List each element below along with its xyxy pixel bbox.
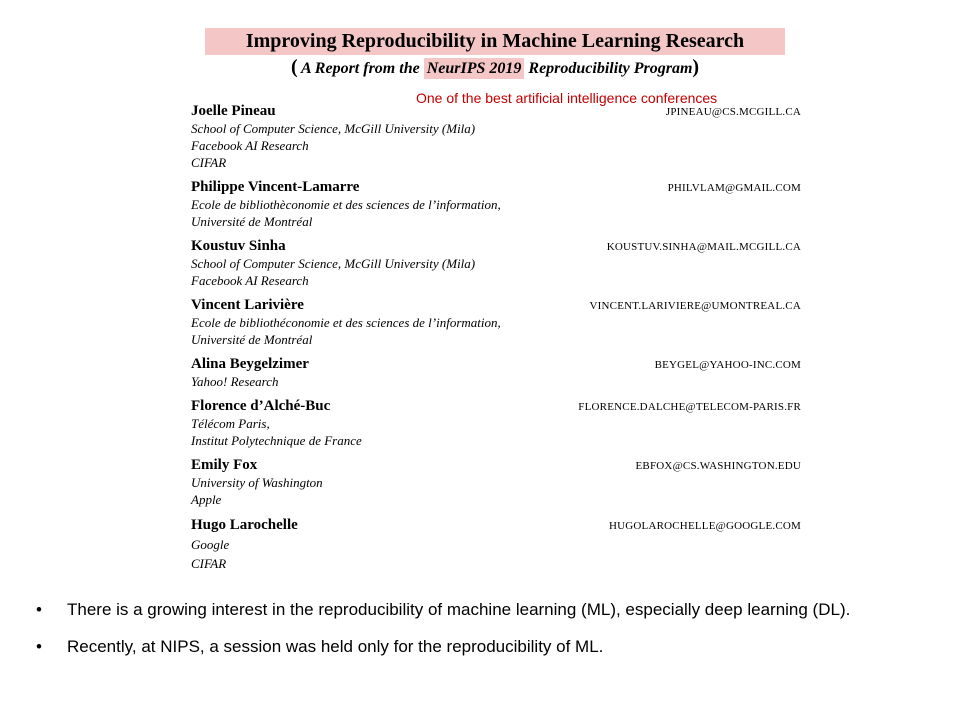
author-block <box>191 238 801 289</box>
subtitle-text-before: A Report from the <box>301 60 420 77</box>
bullet-text: There is a growing interest in the reproducibility of machine learning (ML), especially deep learning (DL). <box>67 600 851 619</box>
author-affiliation: Ecole de bibliothéconomie et des sciences de l’information, <box>191 315 501 330</box>
author-block <box>191 517 801 572</box>
author-name: Koustuv Sinha <box>191 238 286 254</box>
author-email: JPINEAU@CS.MCGILL.CA <box>665 106 801 118</box>
author-affiliation: School of Computer Science, McGill University (Mila) <box>191 121 476 136</box>
author-affiliation: Facebook AI Research <box>191 273 309 288</box>
author-name: Joelle Pineau <box>191 103 276 119</box>
author-block <box>191 457 801 508</box>
subtitle-open-paren: ( <box>290 56 298 78</box>
author-affiliation: Institut Polytechnique de France <box>191 433 362 448</box>
bullet-item <box>36 591 916 628</box>
author-block <box>191 103 801 171</box>
conference-annotation: One of the best artificial intelligence conferences <box>416 90 718 106</box>
bullet-item <box>36 628 916 665</box>
bullet-marker: • <box>36 600 42 619</box>
slide-bullet-list <box>36 591 916 665</box>
author-name: Florence d’Alché-Buc <box>191 398 331 414</box>
author-block <box>191 297 801 348</box>
author-email: VINCENT.LARIVIERE@UMONTREAL.CA <box>589 300 801 312</box>
author-email: KOUSTUV.SINHA@MAIL.MCGILL.CA <box>606 241 801 253</box>
author-affiliation: Télécom Paris, <box>191 416 270 431</box>
author-block <box>191 356 801 390</box>
author-name: Emily Fox <box>191 457 258 473</box>
author-email: FLORENCE.DALCHE@TELECOM-PARIS.FR <box>578 401 801 413</box>
author-email: PHILVLAM@GMAIL.COM <box>667 182 801 194</box>
author-email: EBFOX@CS.WASHINGTON.EDU <box>635 460 801 472</box>
author-email: HUGOLAROCHELLE@GOOGLE.COM <box>608 520 801 532</box>
author-affiliation: Yahoo! Research <box>191 374 279 389</box>
author-affiliation: University of Washington <box>191 475 323 490</box>
paper-title: Improving Reproducibility in Machine Learning Research <box>205 28 785 55</box>
author-affiliation: Université de Montréal <box>191 214 313 229</box>
author-affiliation: School of Computer Science, McGill University (Mila) <box>191 256 476 271</box>
author-name: Alina Beygelzimer <box>191 356 309 372</box>
author-block <box>191 179 801 230</box>
subtitle-close-paren: ) <box>692 56 700 78</box>
subtitle-highlight: NeurIPS 2019 <box>424 58 525 79</box>
author-name: Philippe Vincent-Lamarre <box>191 179 360 195</box>
author-name: Vincent Larivière <box>191 297 304 313</box>
bullet-marker: • <box>36 637 42 656</box>
bullet-text: Recently, at NIPS, a session was held only for the reproducibility of ML. <box>67 637 604 656</box>
author-affiliation: Université de Montréal <box>191 332 313 347</box>
author-email: BEYGEL@YAHOO-INC.COM <box>654 359 801 371</box>
author-affiliation: Facebook AI Research <box>191 138 309 153</box>
author-affiliation: Ecole de bibliothèconomie et des sciences de l’information, <box>191 197 501 212</box>
subtitle-text-after: Reproducibility Program <box>528 60 693 77</box>
author-affiliation: Google <box>191 537 230 552</box>
author-block <box>191 398 801 449</box>
author-affiliation: CIFAR <box>191 155 227 170</box>
author-affiliation: CIFAR <box>191 556 227 571</box>
author-affiliation: Apple <box>191 492 222 507</box>
paper-subtitle <box>0 56 960 80</box>
author-name: Hugo Larochelle <box>191 517 298 533</box>
